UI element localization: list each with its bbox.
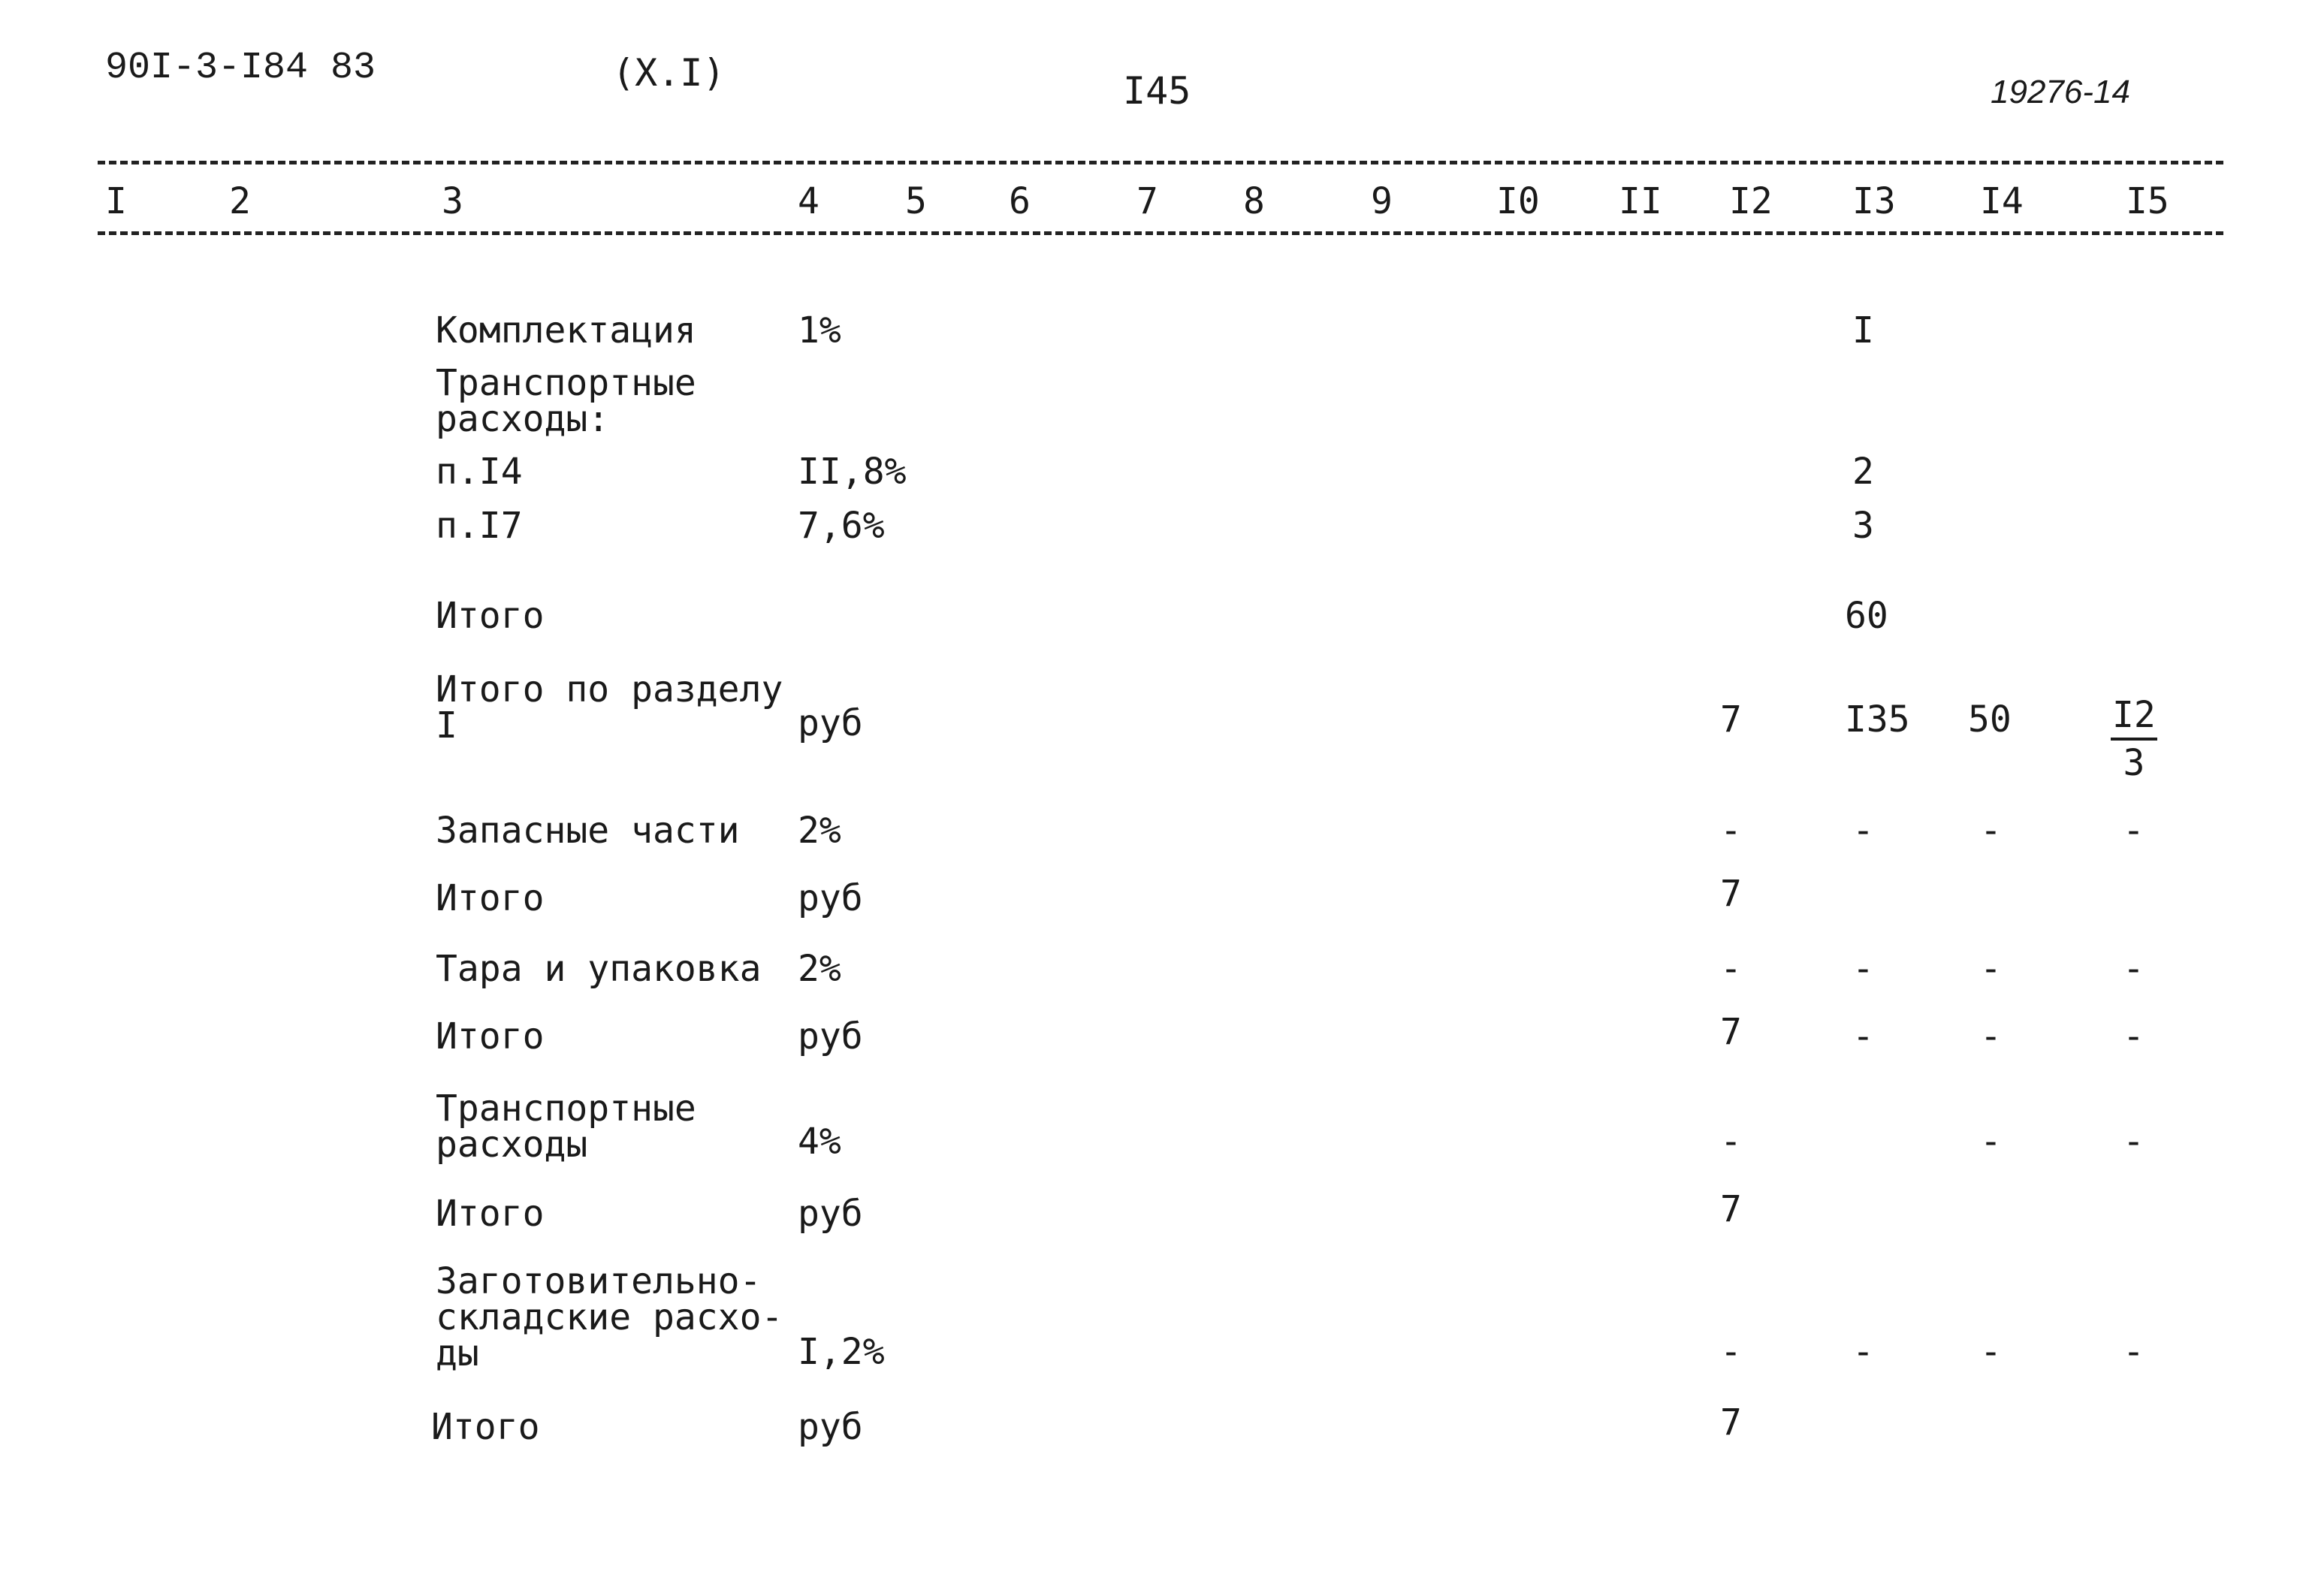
column-number: 3 [442, 180, 463, 222]
col14-cell: - [1980, 1015, 2002, 1057]
unit-cell: руб [798, 1406, 863, 1448]
col12-cell: 7 [1720, 873, 1742, 915]
row-label: Итого [436, 1015, 545, 1057]
column-number: I0 [1496, 180, 1540, 222]
col13-cell: 2 [1852, 451, 1874, 493]
column-number: I2 [1729, 180, 1773, 222]
col12-cell: - [1720, 1331, 1742, 1373]
column-number: 6 [1009, 180, 1031, 222]
col12-cell: - [1720, 948, 1742, 990]
col12-cell: 7 [1720, 1188, 1742, 1230]
column-number: 4 [798, 180, 819, 222]
col13-cell: - [1852, 810, 1874, 852]
col14-cell: - [1980, 810, 2002, 852]
col14-cell: - [1980, 1331, 2002, 1373]
column-number: 9 [1371, 180, 1393, 222]
row-label: Итого [431, 1406, 540, 1448]
row-label: Итого [436, 595, 545, 637]
col12-cell: 7 [1720, 1401, 1742, 1444]
row-label: Запасные части [436, 810, 740, 852]
col15-cell: - [2123, 1015, 2145, 1057]
header-bottom-rule [98, 231, 2223, 235]
unit-cell: руб [798, 702, 863, 744]
row-label: Итого [436, 1193, 545, 1235]
unit-cell: руб [798, 1193, 863, 1235]
col15-fraction [2111, 692, 2157, 786]
row-label: п.I4 [436, 451, 523, 493]
column-number: I [105, 180, 127, 222]
page-number: I45 [1123, 69, 1191, 113]
row-label: Комплектация [436, 309, 696, 351]
row-label: Итого по разделу I [436, 668, 783, 747]
row-label: Транспортные расходы [436, 1088, 696, 1166]
col15-cell: - [2123, 1331, 2145, 1373]
col13-cell: 60 [1845, 595, 1888, 637]
unit-cell: руб [798, 877, 863, 919]
col14-cell: - [1980, 1121, 2002, 1163]
row-label: Тара и упаковка [436, 948, 762, 990]
col13-cell: I35 [1845, 698, 1910, 741]
col13-cell: I [1852, 309, 1874, 351]
rate-cell: 1% [798, 309, 841, 351]
rate-cell: 2% [798, 948, 841, 990]
section-label: (X.I) [612, 51, 726, 95]
column-number: I5 [2126, 180, 2169, 222]
column-number: II [1619, 180, 1662, 222]
row-label: п.I7 [436, 505, 523, 547]
rate-cell: 4% [798, 1121, 841, 1163]
col12-cell: - [1720, 810, 1742, 852]
column-number: 5 [905, 180, 927, 222]
col15-cell: - [2123, 1121, 2145, 1163]
col15-cell: - [2123, 948, 2145, 990]
fraction-denominator: 3 [2123, 742, 2145, 784]
row-label: Итого [436, 877, 545, 919]
column-number: 8 [1243, 180, 1265, 222]
column-number: 2 [229, 180, 251, 222]
col13-cell: - [1852, 948, 1874, 990]
column-number: 7 [1136, 180, 1158, 222]
unit-cell: руб [798, 1015, 863, 1057]
column-number: I4 [1980, 180, 2024, 222]
rate-cell: I,2% [798, 1331, 885, 1373]
col12-cell: - [1720, 1121, 1742, 1163]
col15-cell: - [2123, 810, 2145, 852]
col14-cell: - [1980, 948, 2002, 990]
header-top-rule [98, 161, 2223, 164]
col14-cell: 50 [1968, 698, 2012, 741]
column-number: I3 [1852, 180, 1896, 222]
document-code: 90I-3-I84 83 [105, 47, 376, 89]
col13-cell: - [1852, 1015, 1874, 1057]
row-label: Транспортные расходы: [436, 362, 696, 440]
rate-cell: II,8% [798, 451, 907, 493]
row-label: Заготовительно- складские расхо- ды [436, 1260, 783, 1374]
rate-cell: 2% [798, 810, 841, 852]
col12-cell: 7 [1720, 1011, 1742, 1053]
rate-cell: 7,6% [798, 505, 885, 547]
fraction-numerator: I2 [2111, 692, 2157, 741]
reference-code: 19276-14 [1991, 74, 2130, 110]
col13-cell: - [1852, 1331, 1874, 1373]
col13-cell: 3 [1852, 505, 1874, 547]
col12-cell: 7 [1720, 698, 1742, 741]
